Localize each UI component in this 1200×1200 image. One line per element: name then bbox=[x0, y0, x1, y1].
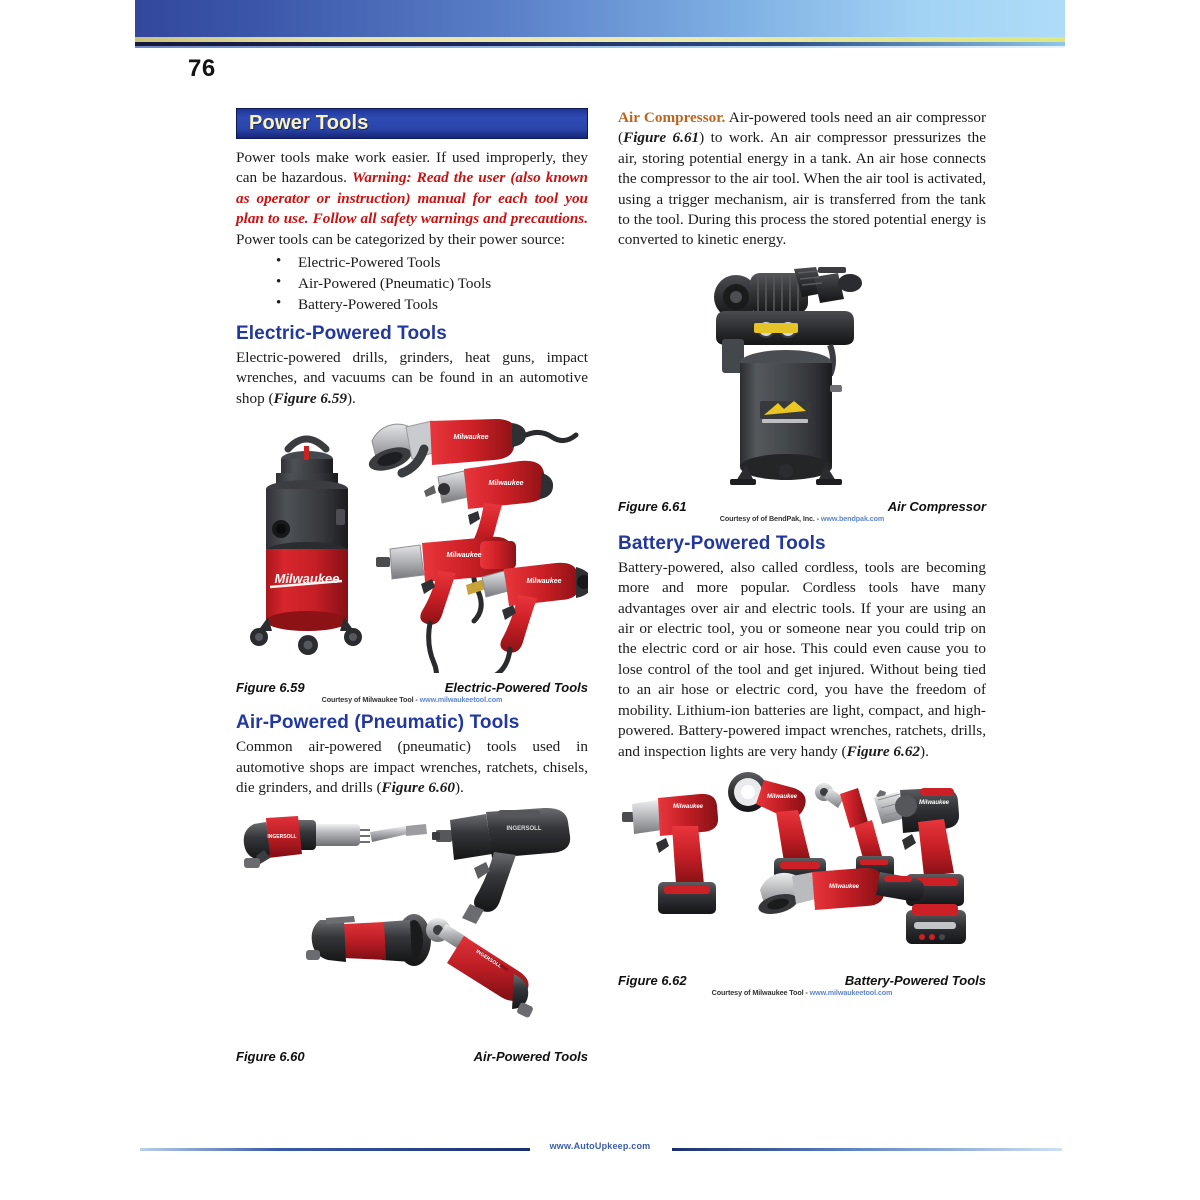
compressor-text-part1: Air-powered tools need an air compressor ( bbox=[618, 109, 986, 147]
figure-reference-659: Figure 6.59 bbox=[273, 389, 347, 407]
intro-text-part1: Power tools make work easier. If used improperly, they can be hazardous. bbox=[236, 149, 588, 187]
svg-text:Milwaukee: Milwaukee bbox=[453, 434, 489, 442]
compressor-tank bbox=[730, 350, 842, 485]
figure-662-title: Battery-Powered Tools bbox=[844, 972, 986, 988]
svg-text:Milwaukee: Milwaukee bbox=[274, 571, 340, 587]
figure-662-image bbox=[618, 766, 986, 966]
figure-659-caption bbox=[236, 680, 588, 695]
intro-warning-text: Warning: Read the user (also known as operator or instruction) manual for each tool you plan to use. Follow all safety warnings and precautions. bbox=[236, 169, 588, 228]
intro-text-part2: Power tools can be categorized by their power source: bbox=[236, 230, 565, 248]
electric-paragraph bbox=[236, 348, 588, 409]
figure-reference-662: Figure 6.62 bbox=[846, 742, 921, 760]
footer-url[interactable]: www.AutoUpkeep.com bbox=[549, 1141, 651, 1151]
power-source-list bbox=[236, 252, 588, 315]
pneumatic-paragraph bbox=[236, 737, 588, 798]
page-number: 76 bbox=[188, 55, 216, 82]
svg-text:INGERSOLL: INGERSOLL bbox=[506, 826, 542, 833]
pneumatic-text-part2: ). bbox=[454, 779, 464, 797]
list-item: • Battery-Powered Tools bbox=[276, 294, 588, 315]
figure-659-courtesy-url[interactable]: www.milwaukeetool.com bbox=[419, 695, 503, 705]
angle-grinder-illustration bbox=[366, 419, 576, 475]
spare-battery-illustration bbox=[906, 904, 966, 944]
figure-662-courtesy-url[interactable]: www.milwaukeetool.com bbox=[809, 987, 893, 997]
svg-text:INGERSOLL: INGERSOLL bbox=[267, 834, 297, 841]
air-chisel-illustration bbox=[244, 816, 427, 868]
section-title-bar bbox=[236, 108, 588, 139]
figure-659-label: Figure 6.59 bbox=[236, 680, 305, 696]
intro-paragraph bbox=[236, 148, 588, 250]
air-compressor-runin-head: Air Compressor. bbox=[618, 109, 726, 126]
air-ratchet-illustration bbox=[426, 918, 534, 1018]
figure-661-courtesy bbox=[618, 514, 986, 523]
figure-659-image bbox=[236, 411, 588, 673]
figure-661-title: Air Compressor bbox=[887, 498, 986, 514]
header-thin-rule bbox=[135, 46, 1065, 48]
pneumatic-text-part1: Common air-powered (pneumatic) tools used in automotive shops are impact wrenches, ratchets, chisels, die grinders, and drills ( bbox=[236, 738, 588, 797]
electric-text-part2: ). bbox=[346, 389, 356, 407]
list-item: • Air-Powered (Pneumatic) Tools bbox=[276, 273, 588, 294]
svg-text:INGERSOLL: INGERSOLL bbox=[474, 949, 503, 971]
svg-text:Milwaukee: Milwaukee bbox=[766, 793, 798, 800]
battery-text-part1: Battery-powered, also called cordless, tools are becoming more and more popular. Cordless tools have many advantages over air and electric tools. If your are using an air or electric tool, you or someone near you could trip on the electric cord or air hose. This could even cause you to lose control of the tool and get injured. Without being tied to an air hose or electric cord, you have the freedom of mobility. Lithium-ion batteries are light, compact, and high-powered. Battery-powered impact wrenches, ratchets, drills, and inspection lights are very handy ( bbox=[618, 558, 986, 760]
svg-text:Milwaukee: Milwaukee bbox=[488, 480, 524, 488]
air-impact-wrench-illustration bbox=[432, 808, 570, 924]
figure-660 bbox=[236, 804, 588, 1064]
svg-text:Milwaukee: Milwaukee bbox=[672, 803, 704, 810]
svg-text:Milwaukee: Milwaukee bbox=[918, 799, 950, 806]
figure-661-label: Figure 6.61 bbox=[618, 498, 687, 514]
heading-air-powered-tools: Air-Powered (Pneumatic) Tools bbox=[236, 712, 520, 734]
figure-660-title: Air-Powered Tools bbox=[473, 1049, 588, 1065]
figure-659 bbox=[236, 411, 588, 704]
svg-text:Milwaukee: Milwaukee bbox=[446, 552, 482, 560]
figure-662-courtesy bbox=[618, 988, 986, 997]
battery-paragraph bbox=[618, 558, 986, 762]
figure-661-courtesy-prefix: Courtesy of of BendPak, Inc. - bbox=[719, 513, 821, 523]
electric-text-part1: Electric-powered drills, grinders, heat guns, impact wrenches, and vacuums can be found in an automotive shop ( bbox=[236, 349, 588, 407]
left-column bbox=[236, 108, 588, 1064]
svg-text:Milwaukee: Milwaukee bbox=[526, 578, 562, 586]
cordless-angle-grinder-illustration bbox=[756, 868, 924, 918]
figure-661-courtesy-url[interactable]: www.bendpak.com bbox=[820, 513, 885, 523]
figure-662-caption bbox=[618, 973, 986, 988]
list-item: • Electric-Powered Tools bbox=[276, 252, 588, 273]
page-header-banner bbox=[135, 0, 1065, 37]
die-grinder-illustration bbox=[306, 914, 431, 966]
figure-659-courtesy-prefix: Courtesy of Milwaukee Tool - bbox=[321, 695, 420, 705]
heading-electric-powered-tools: Electric-Powered Tools bbox=[236, 323, 447, 345]
figure-660-image bbox=[236, 804, 588, 1042]
figure-659-title: Electric-Powered Tools bbox=[444, 680, 588, 696]
figure-661-caption bbox=[618, 499, 986, 514]
cordless-work-light-illustration bbox=[728, 772, 826, 886]
figure-659-courtesy bbox=[236, 695, 588, 704]
air-compressor-paragraph bbox=[618, 108, 986, 251]
figure-662-label: Figure 6.62 bbox=[618, 972, 687, 988]
compressor-brand-label bbox=[760, 401, 810, 423]
compressor-text-part2: ) to work. An air compressor pressurizes the air, storing potential energy in a tank. An air hose connects the compressor to the air tool. When the air tool is activated, using a trigger mechanism, air is transferred from the tank to the tool. During this process the stored potential energy is converted to kinetic energy. bbox=[618, 129, 986, 249]
cordless-impact-wrench-illustration bbox=[622, 794, 718, 914]
heading-battery-powered-tools: Battery-Powered Tools bbox=[618, 532, 826, 554]
right-column bbox=[618, 108, 986, 997]
section-title-text: Power Tools bbox=[249, 112, 369, 134]
heat-gun-illustration bbox=[466, 563, 588, 673]
svg-text:Milwaukee: Milwaukee bbox=[828, 883, 860, 890]
figure-660-caption bbox=[236, 1049, 588, 1064]
figure-reference-661: Figure 6.61 bbox=[623, 129, 700, 147]
figure-661-image bbox=[618, 267, 986, 492]
shop-vacuum-illustration bbox=[250, 439, 362, 655]
figure-661 bbox=[618, 267, 986, 523]
battery-text-part2: ). bbox=[920, 742, 929, 760]
figure-660-label: Figure 6.60 bbox=[236, 1049, 305, 1065]
impact-wrench-illustration bbox=[376, 537, 516, 673]
figure-662-courtesy-prefix: Courtesy of Milwaukee Tool - bbox=[711, 987, 810, 997]
figure-662 bbox=[618, 766, 986, 997]
figure-reference-660: Figure 6.60 bbox=[381, 779, 455, 797]
